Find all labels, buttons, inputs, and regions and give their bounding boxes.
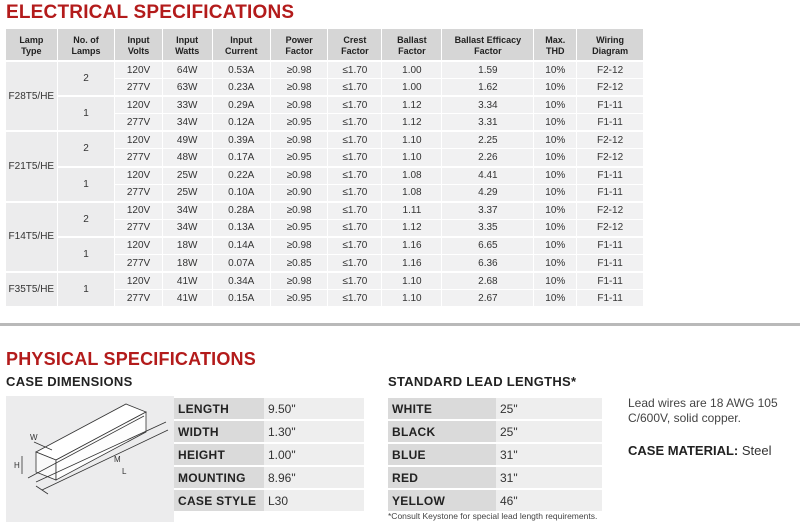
table-cell: 120V xyxy=(115,272,162,290)
table-cell: 10% xyxy=(534,149,577,167)
table-header-row xyxy=(6,29,644,61)
column-header: Crest Factor xyxy=(328,29,382,61)
spec-label: HEIGHT xyxy=(174,443,264,466)
spec-label: YELLOW xyxy=(388,489,496,511)
table-cell: 0.34A xyxy=(212,272,270,290)
table-cell: 120V xyxy=(115,202,162,220)
table-cell: F1-11 xyxy=(577,167,644,185)
spec-label: LENGTH xyxy=(174,397,264,420)
table-cell: F1-11 xyxy=(577,290,644,307)
table-cell: 18W xyxy=(162,255,212,273)
table-row xyxy=(6,272,644,290)
table-cell: 277V xyxy=(115,149,162,167)
table-cell: 277V xyxy=(115,184,162,202)
column-header: Power Factor xyxy=(270,29,327,61)
table-cell: 10% xyxy=(534,202,577,220)
table-cell: 3.31 xyxy=(442,114,534,132)
table-cell: ≤1.70 xyxy=(328,61,382,79)
table-cell: ≥0.85 xyxy=(270,255,327,273)
table-cell: 48W xyxy=(162,149,212,167)
table-cell: ≥0.98 xyxy=(270,167,327,185)
spec-value: 31" xyxy=(496,466,602,489)
table-cell: 277V xyxy=(115,114,162,132)
table-cell: 25W xyxy=(162,167,212,185)
column-header: Ballast Efficacy Factor xyxy=(442,29,534,61)
table-cell: 10% xyxy=(534,61,577,79)
table-cell: F2-12 xyxy=(577,149,644,167)
table-cell: 1.16 xyxy=(382,255,442,273)
table-cell: ≥0.95 xyxy=(270,290,327,307)
spec-row xyxy=(388,420,602,443)
table-cell: 10% xyxy=(534,219,577,237)
table-cell: 0.10A xyxy=(212,184,270,202)
table-cell: 10% xyxy=(534,79,577,97)
table-cell: 1.16 xyxy=(382,237,442,255)
table-cell: 64W xyxy=(162,61,212,79)
table-cell: 277V xyxy=(115,290,162,307)
case-material-label: CASE MATERIAL: xyxy=(628,443,739,458)
table-cell: 0.15A xyxy=(212,290,270,307)
table-cell: ≥0.98 xyxy=(270,202,327,220)
table-cell: 1.10 xyxy=(382,272,442,290)
spec-row xyxy=(388,397,602,420)
column-header: Input Volts xyxy=(115,29,162,61)
table-row xyxy=(6,61,644,79)
spec-label: CASE STYLE xyxy=(174,489,264,511)
table-row xyxy=(6,131,644,149)
table-cell: 0.53A xyxy=(212,61,270,79)
table-cell: 10% xyxy=(534,131,577,149)
spec-row xyxy=(388,443,602,466)
table-cell: 1.59 xyxy=(442,61,534,79)
table-cell: 49W xyxy=(162,131,212,149)
table-cell: 277V xyxy=(115,219,162,237)
table-cell: ≤1.70 xyxy=(328,96,382,114)
table-cell: F2-12 xyxy=(577,202,644,220)
table-cell: F1-11 xyxy=(577,237,644,255)
lead-lengths-title: STANDARD LEAD LENGTHS* xyxy=(388,374,577,389)
table-cell: 1.08 xyxy=(382,184,442,202)
table-cell: 277V xyxy=(115,255,162,273)
table-cell: ≤1.70 xyxy=(328,149,382,167)
spec-label: MOUNTING xyxy=(174,466,264,489)
table-cell: 1.12 xyxy=(382,114,442,132)
table-cell: 41W xyxy=(162,290,212,307)
table-cell: 6.65 xyxy=(442,237,534,255)
table-cell: 0.39A xyxy=(212,131,270,149)
lamp-type-cell: F21T5/HE xyxy=(6,131,57,201)
table-cell: 10% xyxy=(534,255,577,273)
table-cell: 2.68 xyxy=(442,272,534,290)
table-cell: F1-11 xyxy=(577,255,644,273)
table-cell: 1.00 xyxy=(382,61,442,79)
lamp-count-cell: 2 xyxy=(57,131,115,166)
table-cell: 1.12 xyxy=(382,96,442,114)
height-label: H xyxy=(14,461,20,470)
table-cell: ≥0.90 xyxy=(270,184,327,202)
table-cell: ≥0.98 xyxy=(270,272,327,290)
table-cell: 120V xyxy=(115,237,162,255)
table-cell: ≤1.70 xyxy=(328,131,382,149)
table-cell: ≤1.70 xyxy=(328,290,382,307)
table-cell: 3.35 xyxy=(442,219,534,237)
column-header: Input Watts xyxy=(162,29,212,61)
column-header: Input Current xyxy=(212,29,270,61)
lamp-count-cell: 1 xyxy=(57,96,115,131)
table-cell: 1.10 xyxy=(382,131,442,149)
mounting-label: M xyxy=(114,455,121,464)
table-cell: 120V xyxy=(115,167,162,185)
table-cell: ≤1.70 xyxy=(328,184,382,202)
lamp-type-cell: F14T5/HE xyxy=(6,202,57,272)
spec-value: 31" xyxy=(496,443,602,466)
table-cell: 10% xyxy=(534,167,577,185)
spec-value: 8.96" xyxy=(264,466,364,489)
table-cell: F2-12 xyxy=(577,219,644,237)
table-cell: ≥0.95 xyxy=(270,219,327,237)
case-dimensions-title: CASE DIMENSIONS xyxy=(6,374,133,389)
spec-label: BLUE xyxy=(388,443,496,466)
column-header: Wiring Diagram xyxy=(577,29,644,61)
table-cell: 10% xyxy=(534,290,577,307)
table-cell: ≤1.70 xyxy=(328,114,382,132)
table-cell: ≤1.70 xyxy=(328,272,382,290)
spec-row xyxy=(174,489,364,511)
table-row xyxy=(6,237,644,255)
table-cell: 0.07A xyxy=(212,255,270,273)
spec-value: 1.30" xyxy=(264,420,364,443)
table-cell: 1.12 xyxy=(382,219,442,237)
table-cell: ≤1.70 xyxy=(328,167,382,185)
case-material-value: Steel xyxy=(741,443,772,458)
table-cell: ≤1.70 xyxy=(328,202,382,220)
table-cell: ≥0.98 xyxy=(270,96,327,114)
table-cell: 0.12A xyxy=(212,114,270,132)
table-cell: ≤1.70 xyxy=(328,237,382,255)
table-cell: 33W xyxy=(162,96,212,114)
lamp-type-cell: F35T5/HE xyxy=(6,272,57,306)
lead-lengths-footnote: *Consult Keystone for special lead length requirements. xyxy=(388,511,598,521)
spec-label: RED xyxy=(388,466,496,489)
lamp-count-cell: 1 xyxy=(57,237,115,272)
lamp-type-cell: F28T5/HE xyxy=(6,61,57,131)
column-header: Lamp Type xyxy=(6,29,57,61)
table-cell: ≥0.98 xyxy=(270,131,327,149)
table-cell: 2.67 xyxy=(442,290,534,307)
table-cell: 0.28A xyxy=(212,202,270,220)
lead-lengths-table xyxy=(388,396,602,511)
length-label: L xyxy=(122,467,127,476)
spec-row xyxy=(174,443,364,466)
case-dimensions-table xyxy=(174,396,364,511)
table-cell: F2-12 xyxy=(577,61,644,79)
table-cell: 41W xyxy=(162,272,212,290)
table-cell: ≥0.98 xyxy=(270,79,327,97)
table-row xyxy=(6,167,644,185)
table-cell: 10% xyxy=(534,114,577,132)
table-cell: 120V xyxy=(115,131,162,149)
table-cell: 1.11 xyxy=(382,202,442,220)
table-row xyxy=(6,96,644,114)
spec-row xyxy=(174,466,364,489)
table-cell: 2.25 xyxy=(442,131,534,149)
spec-value: 1.00" xyxy=(264,443,364,466)
table-cell: ≤1.70 xyxy=(328,255,382,273)
table-cell: ≥0.95 xyxy=(270,149,327,167)
spec-value: 46" xyxy=(496,489,602,511)
table-cell: 6.36 xyxy=(442,255,534,273)
table-cell: 120V xyxy=(115,96,162,114)
physical-specs-title: PHYSICAL SPECIFICATIONS xyxy=(6,349,256,369)
lamp-count-cell: 1 xyxy=(57,272,115,306)
table-cell: 18W xyxy=(162,237,212,255)
table-cell: ≤1.70 xyxy=(328,219,382,237)
table-cell: F1-11 xyxy=(577,184,644,202)
table-cell: F2-12 xyxy=(577,79,644,97)
table-cell: 277V xyxy=(115,79,162,97)
spec-value: 9.50" xyxy=(264,397,364,420)
lamp-count-cell: 2 xyxy=(57,202,115,237)
table-cell: 0.22A xyxy=(212,167,270,185)
electrical-specs-table xyxy=(6,29,644,306)
table-cell: 63W xyxy=(162,79,212,97)
table-cell: 0.14A xyxy=(212,237,270,255)
column-header: Max. THD xyxy=(534,29,577,61)
column-header: No. of Lamps xyxy=(57,29,115,61)
table-cell: 0.17A xyxy=(212,149,270,167)
table-cell: 0.29A xyxy=(212,96,270,114)
case-dimensions-diagram xyxy=(6,396,174,522)
case-material xyxy=(628,443,772,458)
spec-row xyxy=(174,397,364,420)
table-cell: F1-11 xyxy=(577,272,644,290)
table-cell: 120V xyxy=(115,61,162,79)
table-cell: 4.29 xyxy=(442,184,534,202)
table-cell: 1.00 xyxy=(382,79,442,97)
table-cell: ≥0.98 xyxy=(270,61,327,79)
table-cell: F1-11 xyxy=(577,114,644,132)
table-cell: 0.23A xyxy=(212,79,270,97)
lamp-count-cell: 2 xyxy=(57,61,115,96)
lead-wire-note: Lead wires are 18 AWG 105 C/600V, solid copper. xyxy=(628,396,778,425)
table-cell: ≥0.98 xyxy=(270,237,327,255)
table-cell: 3.37 xyxy=(442,202,534,220)
table-cell: ≤1.70 xyxy=(328,79,382,97)
table-cell: 34W xyxy=(162,202,212,220)
table-cell: 34W xyxy=(162,219,212,237)
table-cell: 34W xyxy=(162,114,212,132)
spec-row xyxy=(388,466,602,489)
section-divider xyxy=(0,323,800,326)
electrical-specs-title: ELECTRICAL SPECIFICATIONS xyxy=(6,2,295,23)
table-cell: ≥0.95 xyxy=(270,114,327,132)
table-cell: 3.34 xyxy=(442,96,534,114)
table-cell: 1.10 xyxy=(382,149,442,167)
table-cell: F1-11 xyxy=(577,96,644,114)
spec-row xyxy=(388,489,602,511)
spec-row xyxy=(174,420,364,443)
table-cell: 4.41 xyxy=(442,167,534,185)
table-cell: 1.08 xyxy=(382,167,442,185)
table-cell: F2-12 xyxy=(577,131,644,149)
table-cell: 10% xyxy=(534,96,577,114)
spec-value: 25" xyxy=(496,397,602,420)
table-cell: 1.10 xyxy=(382,290,442,307)
column-header: Ballast Factor xyxy=(382,29,442,61)
table-cell: 10% xyxy=(534,272,577,290)
table-cell: 2.26 xyxy=(442,149,534,167)
ballast-case-drawing xyxy=(6,396,174,522)
table-cell: 0.13A xyxy=(212,219,270,237)
spec-label: WIDTH xyxy=(174,420,264,443)
spec-value: L30 xyxy=(264,489,364,511)
table-cell: 10% xyxy=(534,184,577,202)
table-cell: 10% xyxy=(534,237,577,255)
lamp-count-cell: 1 xyxy=(57,167,115,202)
table-cell: 1.62 xyxy=(442,79,534,97)
table-cell: 25W xyxy=(162,184,212,202)
spec-label: BLACK xyxy=(388,420,496,443)
table-row xyxy=(6,202,644,220)
spec-value: 25" xyxy=(496,420,602,443)
spec-label: WHITE xyxy=(388,397,496,420)
width-label: W xyxy=(30,433,38,442)
